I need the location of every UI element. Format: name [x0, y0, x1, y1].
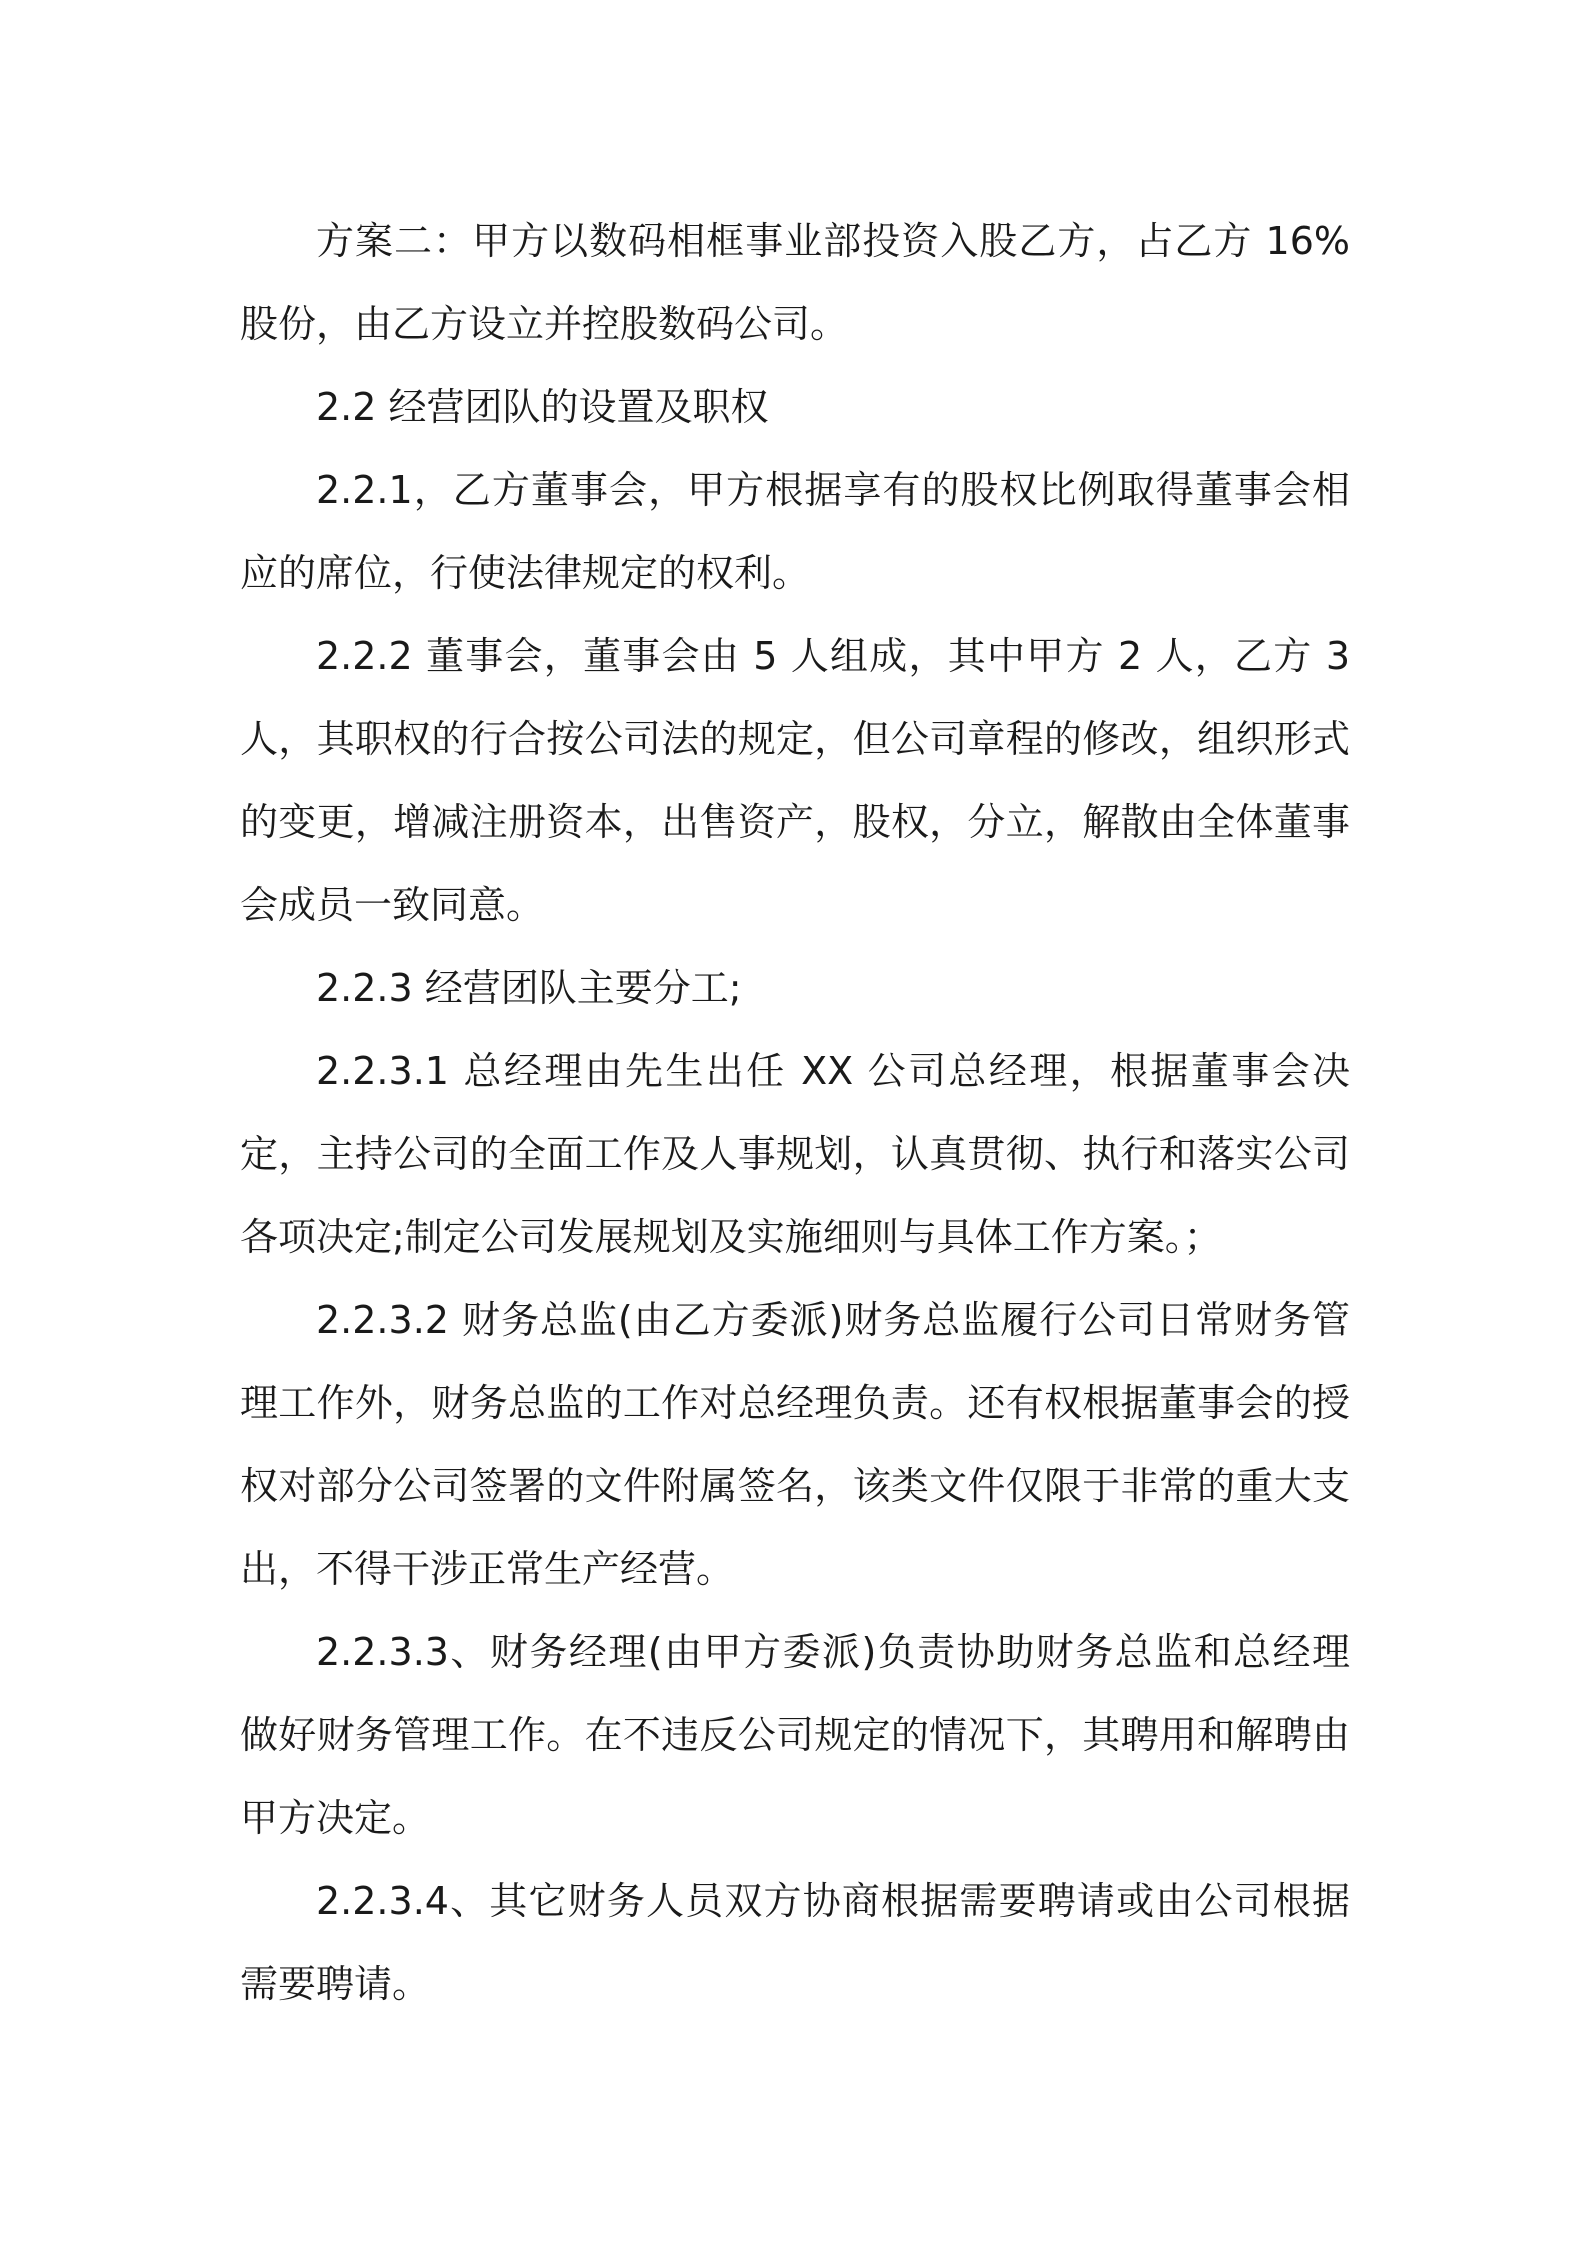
- paragraph-2-2-3-4: 2.2.3.4、其它财务人员双方协商根据需要聘请或由公司根据需要聘请。: [240, 1879, 1350, 2006]
- paragraph-2-2-3-1: 2.2.3.1 总经理由先生出任 XX 公司总经理，根据董事会决定，主持公司的全面工作及人事规划，认真贯彻、执行和落实公司各项决定;制定公司发展规划及实施细则与具体工作方案。；: [240, 1049, 1350, 1259]
- document-body: [240, 200, 1350, 2026]
- paragraph-2-2-3-2: 2.2.3.2 财务总监(由乙方委派)财务总监履行公司日常财务管理工作外，财务总监的工作对总经理负责。还有权根据董事会的授权对部分公司签署的文件附属签名，该类文件仅限于非常的重大支出，不得干涉正常生产经营。: [240, 1298, 1350, 1591]
- heading-2-2-3: 2.2.3 经营团队主要分工;: [316, 966, 742, 1010]
- paragraph-2-2-2: 2.2.2 董事会，董事会由 5 人组成，其中甲方 2 人，乙方 3 人，其职权的行合按公司法的规定，但公司章程的修改，组织形式的变更，增减注册资本，出售资产，股权，分立，解散由全体董事会成员一致同意。: [240, 634, 1350, 927]
- paragraph-2-2-3-3: 2.2.3.3、财务经理(由甲方委派)负责协助财务总监和总经理做好财务管理工作。在不违反公司规定的情况下，其聘用和解聘由甲方决定。: [240, 1630, 1350, 1840]
- heading-2-2: 2.2 经营团队的设置及职权: [316, 385, 769, 429]
- paragraph-plan-two: 方案二：甲方以数码相框事业部投资入股乙方，占乙方 16%股份，由乙方设立并控股数码公司。: [240, 219, 1350, 346]
- paragraph-2-2-1: 2.2.1，乙方董事会，甲方根据享有的股权比例取得董事会相应的席位，行使法律规定的权利。: [240, 468, 1350, 595]
